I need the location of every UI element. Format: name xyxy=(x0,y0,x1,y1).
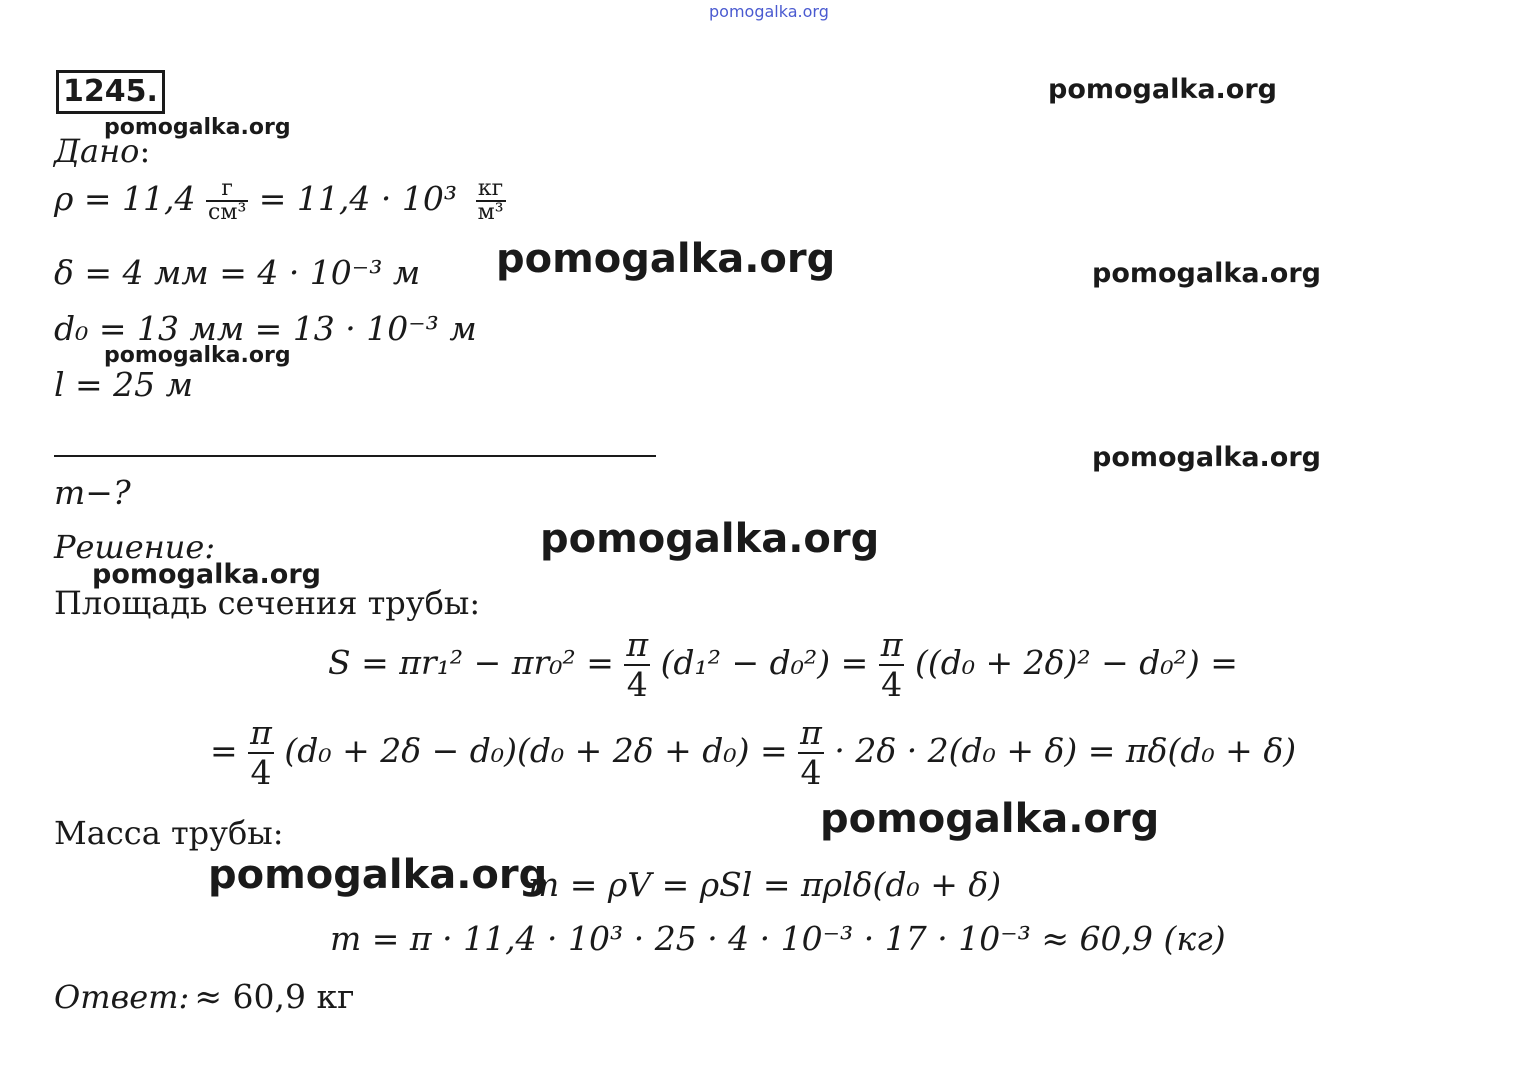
answer-label: Ответ: xyxy=(54,978,190,1016)
given-rho xyxy=(54,178,506,224)
eq2-fraction-2-num: π xyxy=(800,713,822,752)
eq2-fraction-1 xyxy=(248,714,274,792)
eq2-fraction-1-den: 4 xyxy=(248,752,274,792)
answer xyxy=(54,978,354,1016)
eq2-fraction-1-num: π xyxy=(250,713,272,752)
rho-si-num: кг xyxy=(477,176,504,201)
task-number: 1245. xyxy=(56,70,165,114)
eq1-fraction-1 xyxy=(624,626,650,704)
eq1-fraction-1-num: π xyxy=(626,625,649,664)
equation-mass-numeric: m = π · 11,4 · 10³ · 25 · 4 · 10⁻³ · 17 · 10⁻³ ≈ 60,9 (кг) xyxy=(330,919,1226,958)
watermark: pomogalka.org xyxy=(1048,74,1277,105)
watermark: pomogalka.org xyxy=(540,516,880,562)
eq1-fraction-2-den: 4 xyxy=(879,664,905,704)
eq1-fraction-1-den: 4 xyxy=(624,664,650,704)
given-l: l = 25 м xyxy=(54,365,194,404)
equation-area-2 xyxy=(210,714,1296,792)
eq1-left: S = πr₁² − πr₀² = xyxy=(328,642,614,682)
given-delta: δ = 4 мм = 4 · 10⁻³ м xyxy=(54,253,421,292)
eq2-fraction-2-den: 4 xyxy=(798,752,824,792)
eq2-fraction-2 xyxy=(798,714,824,792)
equation-mass: m = ρV = ρSl = πρlδ(d₀ + δ) xyxy=(528,865,1002,904)
rho-mid: = 11,4 · 10³ xyxy=(258,179,458,218)
watermark: pomogalka.org xyxy=(820,796,1160,842)
given-separator xyxy=(54,455,656,457)
rho-unit-fraction xyxy=(206,178,248,224)
watermark: pomogalka.org xyxy=(104,343,291,368)
rho-unit-num: г xyxy=(221,176,233,201)
answer-value: ≈ 60,9 кг xyxy=(194,977,355,1016)
watermark: pomogalka.org xyxy=(92,559,321,590)
rho-lhs: ρ = 11,4 xyxy=(54,179,196,218)
rho-unit-den: см³ xyxy=(208,200,247,225)
section-area-label: Площадь сечения трубы: xyxy=(54,584,481,622)
watermark: pomogalka.org xyxy=(1092,442,1321,473)
eq2-start: = xyxy=(210,730,238,770)
find-unknown: m−? xyxy=(54,473,131,512)
given-heading xyxy=(54,132,150,170)
mass-label: Масса трубы: xyxy=(54,814,284,852)
rho-si-fraction xyxy=(476,178,506,224)
given-d0: d₀ = 13 мм = 13 · 10⁻³ м xyxy=(54,309,477,348)
given-colon: : xyxy=(139,132,151,170)
eq1-fraction-2 xyxy=(879,626,905,704)
rho-si-den: м³ xyxy=(477,200,504,225)
solution-label: Решение: xyxy=(54,528,216,566)
eq2-right: · 2δ · 2(d₀ + δ) = πδ(d₀ + δ) xyxy=(834,730,1297,770)
eq2-mid: (d₀ + 2δ − d₀)(d₀ + 2δ + d₀) = xyxy=(284,730,788,770)
given-label: Дано xyxy=(54,132,140,170)
watermark: pomogalka.org xyxy=(208,852,548,898)
eq1-fraction-2-num: π xyxy=(880,625,903,664)
watermark-top: pomogalka.org xyxy=(709,2,829,21)
watermark: pomogalka.org xyxy=(104,115,291,140)
watermark: pomogalka.org xyxy=(1092,258,1321,289)
equation-area-1 xyxy=(328,626,1238,704)
eq1-mid: (d₁² − d₀²) = xyxy=(660,642,869,682)
watermark: pomogalka.org xyxy=(496,236,836,282)
eq1-right: ((d₀ + 2δ)² − d₀²) = xyxy=(914,642,1238,682)
